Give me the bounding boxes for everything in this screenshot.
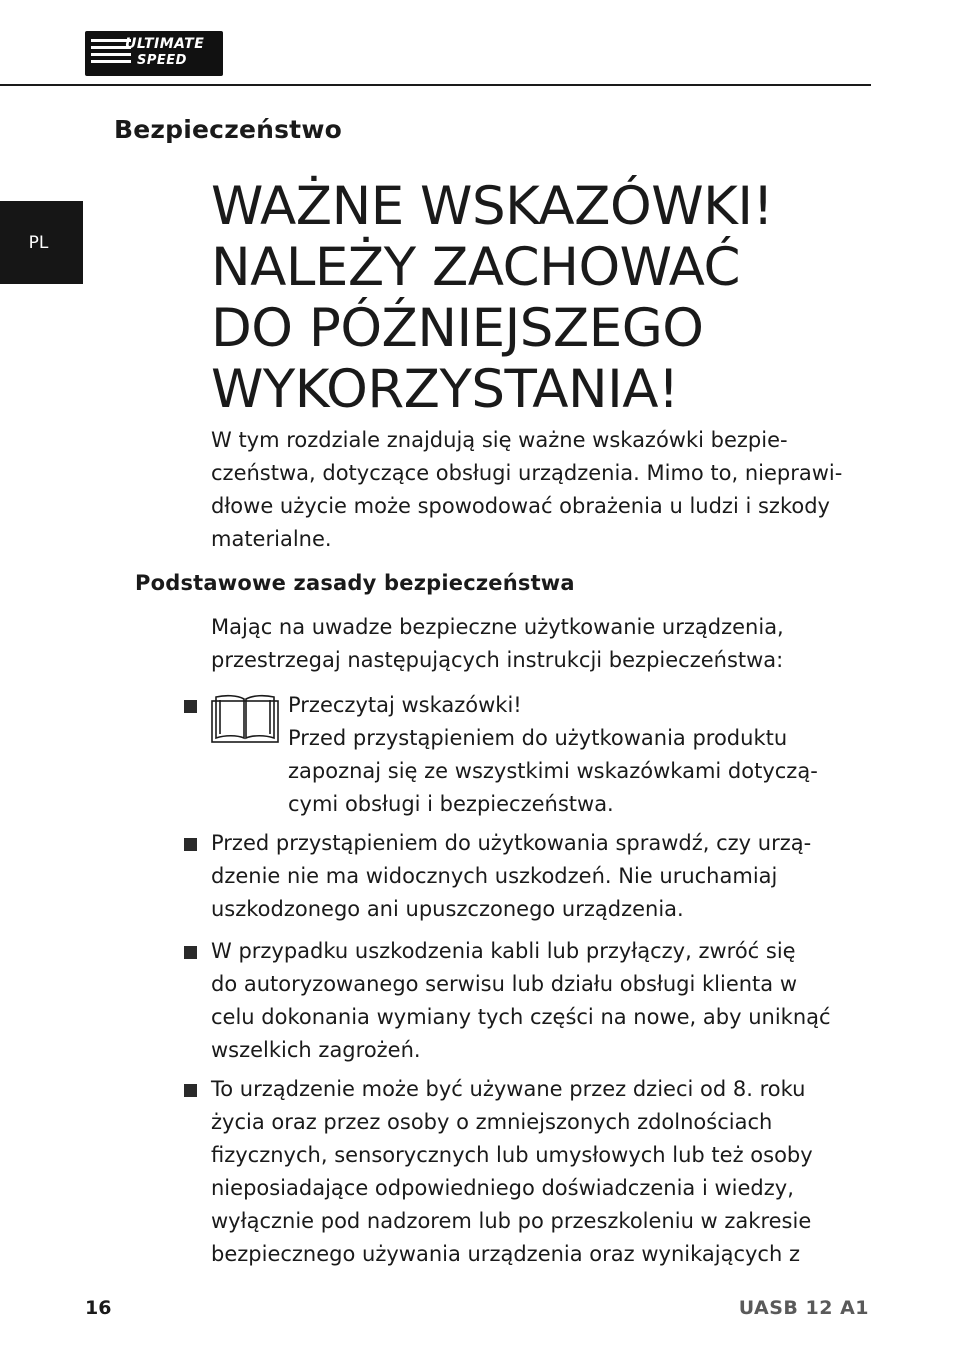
book-icon <box>211 693 279 743</box>
bullet-line: życia oraz przez osoby o zmniejszonych zdolnościach <box>211 1110 773 1134</box>
headline-line: WAŻNE WSKAZÓWKI! <box>211 176 774 237</box>
bullet-line: To urządzenie może być używane przez dzieci od 8. roku <box>211 1077 806 1101</box>
bullet-line: zapoznaj się ze wszystkimi wskazówkami dotyczą- <box>288 759 818 783</box>
bullet-line: Przed przystąpieniem do użytkowania produktu <box>288 726 788 750</box>
bullet-line: do autoryzowanego serwisu lub działu obsługi klienta w <box>211 972 798 996</box>
page-number: 16 <box>85 1297 112 1319</box>
language-tab: PL <box>0 201 83 284</box>
bullet-line: W przypadku uszkodzenia kabli lub przyłączy, zwróć się <box>211 939 796 963</box>
intro-line: czeństwa, dotyczące obsługi urządzenia. Mimo to, nieprawi- <box>211 461 843 485</box>
intro-line: dłowe użycie może spowodować obrażenia u ludzi i szkody <box>211 494 830 518</box>
subheading: Podstawowe zasady bezpieczeństwa <box>135 571 575 595</box>
bullet-text <box>211 1073 813 1271</box>
bullet-line: wszelkich zagrożeń. <box>211 1038 421 1062</box>
bullet-line: Przed przystąpieniem do użytkowania sprawdź, czy urzą- <box>211 831 812 855</box>
bullet-line: Przeczytaj wskazówki! <box>288 693 522 717</box>
bullet-line: cymi obsługi i bezpieczeństwa. <box>288 792 614 816</box>
intro-line: W tym rozdziale znajdują się ważne wskazówki bezpie- <box>211 428 788 452</box>
header-divider <box>0 84 871 86</box>
section-title: Bezpieczeństwo <box>114 115 343 144</box>
bullet-text <box>211 935 831 1067</box>
bullet-square <box>184 700 197 713</box>
headline-line: DO PÓŹNIEJSZEGO <box>211 298 704 359</box>
para-line: Mając na uwadze bezpieczne użytkowanie urządzenia, <box>211 615 784 639</box>
bullet-line: uszkodzonego ani upuszczonego urządzenia. <box>211 897 684 921</box>
intro-line: materialne. <box>211 527 332 551</box>
bullet-square <box>184 838 197 851</box>
logo-line1: ULTIMATE <box>125 36 205 52</box>
bullet-line: dzenie nie ma widocznych uszkodzeń. Nie uruchamiaj <box>211 864 778 888</box>
bullet-line: bezpiecznego używania urządzenia oraz wynikających z <box>211 1242 800 1266</box>
para-line: przestrzegaj następujących instrukcji bezpieczeństwa: <box>211 648 784 672</box>
bullet-text <box>288 689 818 821</box>
bullet-square <box>184 1084 197 1097</box>
model-number: UASB 12 A1 <box>738 1297 869 1319</box>
bullet-line: celu dokonania wymiany tych części na nowe, aby uniknąć <box>211 1005 831 1029</box>
headline-line: WYKORZYSTANIA! <box>211 359 679 420</box>
intro-paragraph <box>211 424 851 556</box>
bullet-line: nieposiadające odpowiedniego doświadczenia i wiedzy, <box>211 1176 794 1200</box>
bullet-text <box>211 827 811 926</box>
headline-line: NALEŻY ZACHOWAĆ <box>211 237 740 298</box>
logo-line2: SPEED <box>137 53 187 68</box>
brand-logo <box>85 31 223 76</box>
headline <box>211 176 851 420</box>
bullet-line: wyłącznie pod nadzorem lub po przeszkoleniu w zakresie <box>211 1209 812 1233</box>
bullet-square <box>184 946 197 959</box>
bullet-line: fizycznych, sensorycznych lub umysłowych lub też osoby <box>211 1143 813 1167</box>
lead-paragraph <box>211 611 851 677</box>
